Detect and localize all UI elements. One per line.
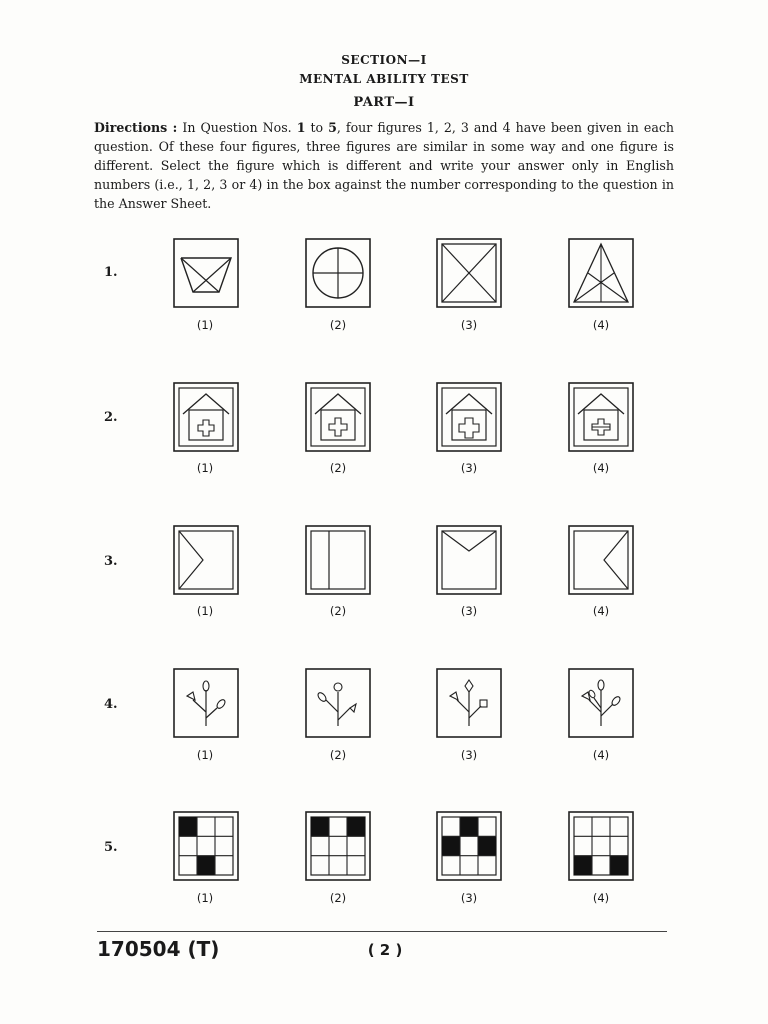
q2-figure-3 bbox=[436, 382, 502, 452]
directions-label: Directions : bbox=[94, 120, 178, 135]
directions-paragraph bbox=[94, 118, 674, 213]
q1-label-1: (1) bbox=[196, 318, 214, 332]
q2-label-1: (1) bbox=[196, 461, 214, 475]
q4-figure-1 bbox=[173, 668, 239, 738]
q4-label-4: (4) bbox=[592, 748, 610, 762]
q4-label-1: (1) bbox=[196, 748, 214, 762]
q4-label-3: (3) bbox=[460, 748, 478, 762]
q2-label-3: (3) bbox=[460, 461, 478, 475]
q5-figure-4 bbox=[568, 811, 634, 881]
q5-label-3: (3) bbox=[460, 891, 478, 905]
q4-label-2: (2) bbox=[329, 748, 347, 762]
q5-figure-1 bbox=[173, 811, 239, 881]
question-number-5: 5. bbox=[104, 840, 118, 855]
q1-label-3: (3) bbox=[460, 318, 478, 332]
paper-code: 170504 (T) bbox=[97, 937, 220, 961]
q4-figure-2 bbox=[305, 668, 371, 738]
q5-label-1: (1) bbox=[196, 891, 214, 905]
directions-text-c: , four figures 1, 2, 3 and 4 have been given in each question. Of these four figures, three figures are similar in some way and one figure is different. Select the figure which is different and write your answer only in English numbers (i.e., 1, 2, 3 or 4) in the box against the number corresponding to the question in the Answer Sheet. bbox=[94, 120, 675, 211]
directions-text-b: to bbox=[305, 120, 329, 135]
q2-label-2: (2) bbox=[329, 461, 347, 475]
q5-label-2: (2) bbox=[329, 891, 347, 905]
footer-divider bbox=[97, 931, 667, 932]
question-number-2: 2. bbox=[104, 410, 118, 425]
directions-text-a: In Question Nos. bbox=[177, 120, 297, 135]
q1-figure-2 bbox=[305, 238, 371, 308]
q3-figure-3 bbox=[436, 525, 502, 595]
page-number: ( 2 ) bbox=[367, 941, 403, 959]
q1-figure-1 bbox=[173, 238, 239, 308]
q3-figure-4 bbox=[568, 525, 634, 595]
question-number-1: 1. bbox=[104, 265, 118, 280]
q2-figure-4 bbox=[568, 382, 634, 452]
question-number-3: 3. bbox=[104, 554, 118, 569]
section-heading: SECTION—I bbox=[341, 53, 427, 67]
question-number-4: 4. bbox=[104, 697, 118, 712]
q3-label-2: (2) bbox=[329, 604, 347, 618]
q5-figure-3 bbox=[436, 811, 502, 881]
q3-figure-1 bbox=[173, 525, 239, 595]
q1-figure-4 bbox=[568, 238, 634, 308]
q5-label-4: (4) bbox=[592, 891, 610, 905]
q4-figure-4 bbox=[568, 668, 634, 738]
q5-figure-2 bbox=[305, 811, 371, 881]
q1-figure-3 bbox=[436, 238, 502, 308]
q2-figure-2 bbox=[305, 382, 371, 452]
part-heading: PART—I bbox=[353, 95, 415, 110]
directions-bold-a: 1 bbox=[296, 120, 306, 135]
q4-figure-3 bbox=[436, 668, 502, 738]
q2-figure-1 bbox=[173, 382, 239, 452]
q3-label-1: (1) bbox=[196, 604, 214, 618]
q3-label-4: (4) bbox=[592, 604, 610, 618]
q3-figure-2 bbox=[305, 525, 371, 595]
q2-label-4: (4) bbox=[592, 461, 610, 475]
test-title: MENTAL ABILITY TEST bbox=[299, 72, 469, 86]
q1-label-4: (4) bbox=[592, 318, 610, 332]
q1-label-2: (2) bbox=[329, 318, 347, 332]
q3-label-3: (3) bbox=[460, 604, 478, 618]
directions-bold-b: 5 bbox=[328, 120, 337, 135]
